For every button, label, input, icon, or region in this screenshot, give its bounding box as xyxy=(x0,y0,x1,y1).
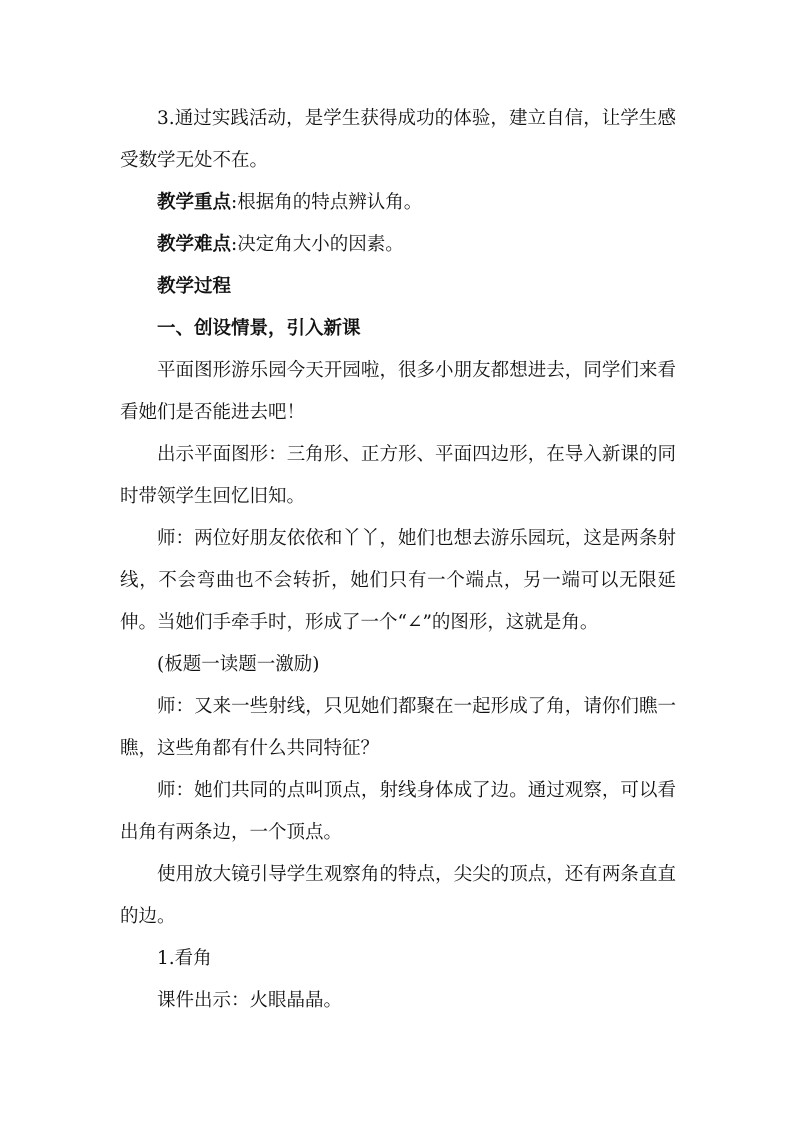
paragraph-teacher-2 xyxy=(120,686,676,770)
paragraph-text: 师：又来一些射线，只见她们都聚在一起形成了角，请你们瞧一瞧，这些角都有什么共同特征？ xyxy=(120,696,676,759)
paragraph-text: 课件出示：火眼晶晶。 xyxy=(157,990,343,1011)
paragraph-text: (板题一读题一激励) xyxy=(157,654,320,675)
heading-teaching-process: 教学过程 xyxy=(157,276,232,297)
paragraph-show-shapes xyxy=(120,434,676,518)
paragraph-text: 师：两位好朋友依依和丫丫，她们也想去游乐园玩，这是两条射线，不会弯曲也不会转折，她们只有一个端点，另一端可以无限延伸。当她们手牵手时，形成了一个“∠”的图形，这就是角。 xyxy=(120,528,676,633)
paragraph-text: 3.通过实践活动，是学生获得成功的体验，建立自信，让学生感受数学无处不在。 xyxy=(120,108,676,171)
paragraph-text: 出示平面图形：三角形、正方形、平面四边形，在导入新课的同时带领学生回忆旧知。 xyxy=(120,444,676,507)
key-point-text: :根据角的特点辨认角。 xyxy=(231,192,423,213)
paragraph-text: 1.看角 xyxy=(157,948,212,969)
paragraph-difficulty xyxy=(120,224,676,266)
paragraph-teacher-1 xyxy=(120,518,676,644)
paragraph-text: 平面图形游乐园今天开园啦，很多小朋友都想进去，同学们来看看她们是否能进去吧！ xyxy=(120,360,676,423)
paragraph-look-at-angle xyxy=(120,938,676,980)
paragraph-text: 使用放大镜引导学生观察角的特点，尖尖的顶点，还有两条直直的边。 xyxy=(120,864,676,927)
key-point-label: 教学重点 xyxy=(157,192,232,213)
paragraph-objective-3 xyxy=(120,98,676,182)
paragraph-intro xyxy=(120,350,676,434)
difficulty-label: 教学难点 xyxy=(157,234,232,255)
document-body xyxy=(120,98,676,1022)
paragraph-key-point xyxy=(120,182,676,224)
heading-section-1: 一、创设情景，引入新课 xyxy=(157,318,361,339)
paragraph-magnifier xyxy=(120,854,676,938)
paragraph-teacher-3 xyxy=(120,770,676,854)
difficulty-text: :决定角大小的因素。 xyxy=(231,234,404,255)
paragraph-text: 师：她们共同的点叫顶点，射线身体成了边。通过观察，可以看出角有两条边，一个顶点。 xyxy=(120,780,676,843)
paragraph-board-title xyxy=(120,644,676,686)
paragraph-courseware xyxy=(120,980,676,1022)
